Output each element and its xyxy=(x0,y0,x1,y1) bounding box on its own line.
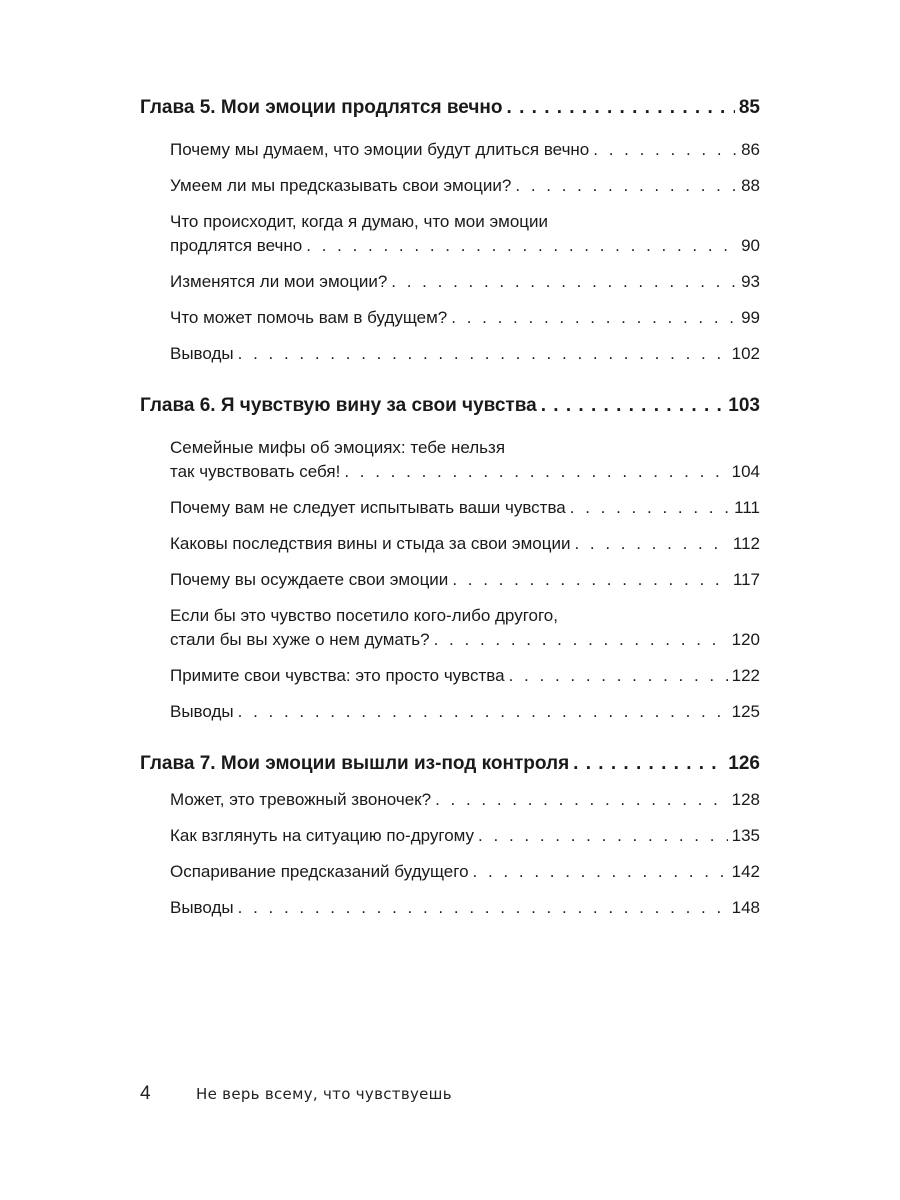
dot-leader xyxy=(451,306,737,330)
dot-leader xyxy=(306,234,737,258)
section-page-number: 86 xyxy=(741,140,760,159)
running-title: Не верь всему, что чувствуешь xyxy=(196,1085,452,1103)
section-title-line: стали бы вы хуже о нем думать? xyxy=(170,630,430,649)
toc-section xyxy=(170,306,760,330)
dot-leader xyxy=(509,664,728,688)
section-page-number: 125 xyxy=(731,702,760,721)
section-page-number: 128 xyxy=(731,790,760,809)
dot-leader xyxy=(574,532,728,556)
section-title: Почему мы думаем, что эмоции будут длиться вечно xyxy=(170,140,590,159)
toc-chapter xyxy=(140,388,760,724)
section-title: Умеем ли мы предсказывать свои эмоции? xyxy=(170,176,512,195)
toc-section xyxy=(170,174,760,198)
section-page-number: 117 xyxy=(732,570,760,589)
toc-section xyxy=(170,436,760,484)
section-title: Может, это тревожный звоночек? xyxy=(170,790,432,809)
section-title-line: продлятся вечно xyxy=(170,236,303,255)
chapter-heading xyxy=(140,746,760,782)
dot-leader xyxy=(435,788,728,812)
toc-section xyxy=(170,700,760,724)
section-page-number: 122 xyxy=(731,666,760,685)
dot-leader xyxy=(238,700,728,724)
toc-section xyxy=(170,896,760,920)
chapter-title: Глава 6. Я чувствую вину за свои чувства xyxy=(140,395,537,416)
section-title: Оспаривание предсказаний будущего xyxy=(170,862,469,881)
chapter-title: Глава 7. Мои эмоции вышли из-под контроля xyxy=(140,753,570,774)
section-title: Каковы последствия вины и стыда за свои эмоции xyxy=(170,534,571,553)
section-page-number: 90 xyxy=(741,236,760,255)
dot-leader xyxy=(507,90,735,126)
toc-section xyxy=(170,496,760,520)
section-page-number: 88 xyxy=(741,176,760,195)
toc-section xyxy=(170,604,760,652)
section-page-number: 93 xyxy=(741,272,760,291)
chapter-title: Глава 5. Мои эмоции продлятся вечно xyxy=(140,97,503,118)
toc-section xyxy=(170,210,760,258)
dot-leader xyxy=(570,496,730,520)
chapter-page-number: 103 xyxy=(728,395,760,416)
dot-leader xyxy=(593,138,737,162)
dot-leader xyxy=(473,860,728,884)
dot-leader xyxy=(238,896,728,920)
section-title-line: Что происходит, когда я думаю, что мои эмоции xyxy=(170,212,549,231)
section-page-number: 99 xyxy=(741,308,760,327)
section-title: Что может помочь вам в будущем? xyxy=(170,308,448,327)
toc-chapter xyxy=(140,746,760,920)
section-page-number: 112 xyxy=(732,534,760,553)
section-page-number: 142 xyxy=(731,862,760,881)
toc-section xyxy=(170,532,760,556)
dot-leader xyxy=(344,460,727,484)
toc-section xyxy=(170,138,760,162)
page-number: 4 xyxy=(140,1083,151,1104)
dot-leader xyxy=(541,388,725,424)
toc-chapter xyxy=(140,90,760,366)
section-title: Выводы xyxy=(170,344,234,363)
section-page-number: 120 xyxy=(731,630,760,649)
section-title-line: Если бы это чувство посетило кого-либо другого, xyxy=(170,606,558,625)
section-title-line: Семейные мифы об эмоциях: тебе нельзя xyxy=(170,438,506,457)
chapter-heading xyxy=(140,388,760,424)
section-title: Изменятся ли мои эмоции? xyxy=(170,272,388,291)
section-page-number: 104 xyxy=(731,462,760,481)
dot-leader xyxy=(452,568,729,592)
page-footer xyxy=(140,1083,452,1105)
section-title: Выводы xyxy=(170,898,234,917)
section-title: Примите свои чувства: это просто чувства xyxy=(170,666,505,685)
dot-leader xyxy=(391,270,737,294)
toc-section xyxy=(170,788,760,812)
section-page-number: 135 xyxy=(731,826,760,845)
toc-section xyxy=(170,270,760,294)
chapter-page-number: 85 xyxy=(738,97,760,118)
toc-section xyxy=(170,568,760,592)
section-title: Почему вы осуждаете свои эмоции xyxy=(170,570,449,589)
section-title-line: так чувствовать себя! xyxy=(170,462,341,481)
dot-leader xyxy=(515,174,737,198)
table-of-contents xyxy=(140,90,760,942)
toc-section xyxy=(170,860,760,884)
section-page-number: 102 xyxy=(731,344,760,363)
toc-section xyxy=(170,342,760,366)
section-title: Почему вам не следует испытывать ваши чувства xyxy=(170,498,566,517)
dot-leader xyxy=(434,628,728,652)
section-title: Как взглянуть на ситуацию по-другому xyxy=(170,826,475,845)
chapter-page-number: 126 xyxy=(728,753,760,774)
toc-section xyxy=(170,664,760,688)
section-page-number: 148 xyxy=(731,898,760,917)
chapter-heading xyxy=(140,90,760,126)
section-page-number: 111 xyxy=(734,498,760,517)
dot-leader xyxy=(478,824,728,848)
dot-leader xyxy=(238,342,728,366)
toc-section xyxy=(170,824,760,848)
section-title: Выводы xyxy=(170,702,234,721)
dot-leader xyxy=(573,746,724,782)
